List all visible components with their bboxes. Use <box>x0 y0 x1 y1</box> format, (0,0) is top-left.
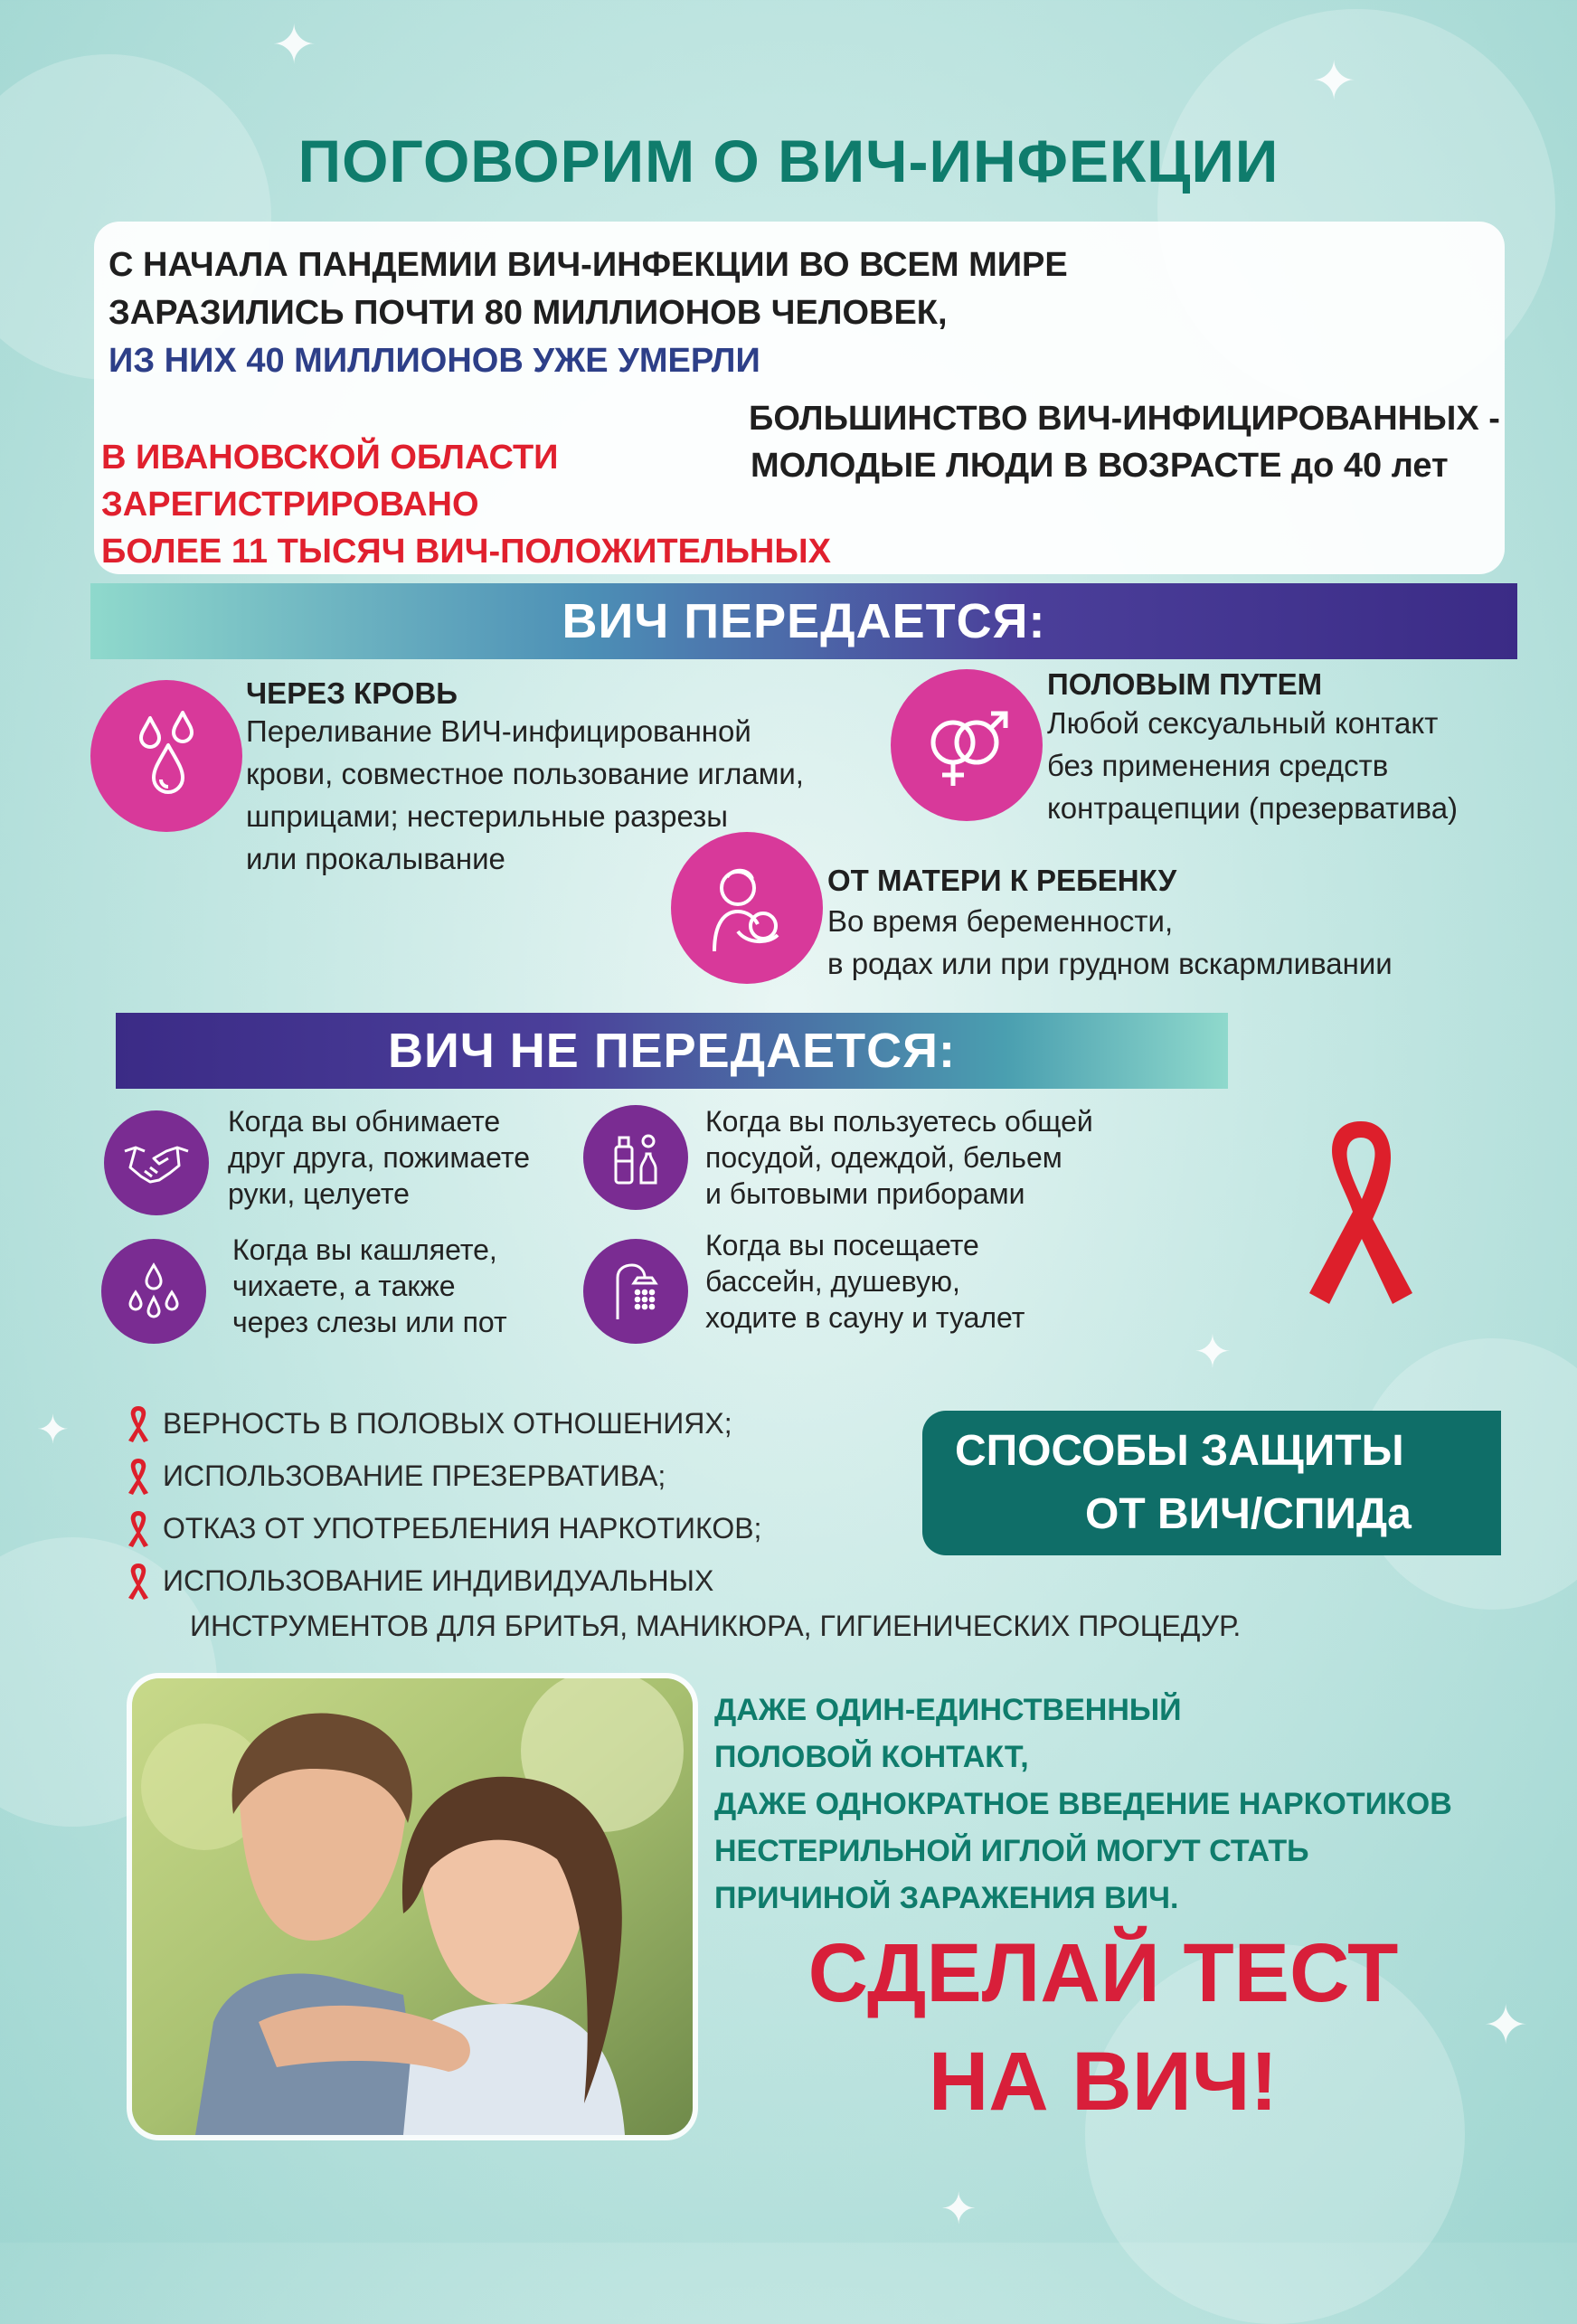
warning-line-3: ДАЖЕ ОДНОКРАТНОЕ ВВЕДЕНИЕ НАРКОТИКОВ <box>714 1787 1452 1821</box>
warning-text <box>714 1686 1452 1922</box>
warning-line-1: ДАЖЕ ОДИН-ЕДИНСТВЕННЫЙ <box>714 1693 1182 1727</box>
blood-text-3: шприцами; нестерильные разрезы <box>246 799 729 833</box>
protection-box <box>922 1411 1501 1555</box>
couple-photo <box>127 1673 698 2140</box>
protection-tip <box>163 1554 1241 1607</box>
sparkle-icon: ✦ <box>1483 1995 1529 2055</box>
cta-line-2: НА ВИЧ! <box>928 2036 1279 2128</box>
blood-drops-icon <box>90 680 242 832</box>
page-title: ПОГОВОРИМ О ВИЧ-ИНФЕКЦИИ <box>297 128 1280 194</box>
cough-text-2: чихаете, а также <box>232 1270 456 1302</box>
sexual-text-1: Любой сексуальный контакт <box>1047 706 1439 740</box>
young-line-1: БОЛЬШИНСТВО ВИЧ-ИНФИЦИРОВАННЫХ - <box>749 400 1500 438</box>
tip-text: ИСПОЛЬЗОВАНИЕ ИНДИВИДУАЛЬНЫХ <box>163 1564 714 1597</box>
intro-line-1: С НАЧАЛА ПАНДЕМИИ ВИЧ-ИНФЕКЦИИ ВО ВСЕМ МИРЕ <box>109 246 1068 284</box>
sparkle-icon: ✦ <box>1194 1327 1232 1377</box>
handshake-icon <box>104 1110 209 1215</box>
sparkle-icon: ✦ <box>940 2186 977 2234</box>
droplets-icon <box>101 1239 206 1344</box>
mother-child-icon <box>671 832 823 984</box>
transmitted-banner: ВИЧ ПЕРЕДАЕТСЯ: <box>90 583 1517 659</box>
sexual-text-3: контрацепции (презерватива) <box>1047 791 1459 825</box>
tip-text-continued: ИНСТРУМЕНТОВ ДЛЯ БРИТЬЯ, МАНИКЮРА, ГИГИЕНИЧЕСКИХ ПРОЦЕДУР. <box>190 1610 1242 1642</box>
mother-text-1: Во время беременности, <box>827 904 1174 938</box>
dishes-text-1: Когда вы пользуетесь общей <box>705 1105 1093 1138</box>
blood-text-4: или прокалывание <box>246 842 505 875</box>
sparkle-icon: ✦ <box>271 14 317 75</box>
intro-line-2: ЗАРАЗИЛИСЬ ПОЧТИ 80 МИЛЛИОНОВ ЧЕЛОВЕК, <box>109 294 948 332</box>
tip-text: ОТКАЗ ОТ УПОТРЕБЛЕНИЯ НАРКОТИКОВ; <box>163 1511 762 1545</box>
cta-line-1: СДЕЛАЙ ТЕСТ <box>807 1927 1399 2019</box>
mother-text-2: в родах или при грудном вскармливании <box>827 947 1393 980</box>
blood-text-2: крови, совместное пользование иглами, <box>246 757 804 790</box>
protection-box-line-2: ОТ ВИЧ/СПИДа <box>1085 1490 1412 1538</box>
intro-line-3: ИЗ НИХ 40 МИЛЛИОНОВ УЖЕ УМЕРЛИ <box>109 342 760 380</box>
hug-text-1: Когда вы обнимаете <box>228 1105 501 1138</box>
warning-line-2: ПОЛОВОЙ КОНТАКТ, <box>714 1740 1029 1774</box>
cough-text-3: через слезы или пот <box>232 1306 507 1338</box>
small-ribbon-icon <box>127 1457 150 1502</box>
blood-text-1: Переливание ВИЧ-инфицированной <box>246 714 751 748</box>
hug-text-3: руки, целуете <box>228 1177 410 1210</box>
sparkle-icon: ✦ <box>36 1408 70 1452</box>
warning-line-5: ПРИЧИНОЙ ЗАРАЖЕНИЯ ВИЧ. <box>714 1881 1179 1915</box>
warning-line-4: НЕСТЕРИЛЬНОЙ ИГЛОЙ МОГУТ СТАТЬ <box>714 1834 1309 1868</box>
pool-text-1: Когда вы посещаете <box>705 1229 979 1261</box>
tip-text: ВЕРНОСТЬ В ПОЛОВЫХ ОТНОШЕНИЯХ; <box>163 1406 732 1440</box>
gender-symbols-icon <box>891 669 1043 821</box>
pool-text-2: бассейн, душевую, <box>705 1265 960 1298</box>
dishes-text-3: и бытовыми приборами <box>705 1177 1025 1210</box>
region-line-2: ЗАРЕГИСТРИРОВАНО <box>101 486 479 524</box>
small-ribbon-icon <box>127 1509 150 1554</box>
small-ribbon-icon <box>127 1404 150 1450</box>
shower-icon <box>583 1239 688 1344</box>
dishes-text-2: посудой, одеждой, бельем <box>705 1141 1062 1174</box>
young-line-2: МОЛОДЫЕ ЛЮДИ В ВОЗРАСТЕ до 40 лет <box>751 447 1449 485</box>
red-ribbon-icon <box>1293 1112 1429 1316</box>
tip-text: ИСПОЛЬЗОВАНИЕ ПРЕЗЕРВАТИВА; <box>163 1459 666 1492</box>
not-transmitted-banner: ВИЧ НЕ ПЕРЕДАЕТСЯ: <box>116 1013 1228 1089</box>
bottles-icon <box>583 1105 688 1210</box>
region-line-1: В ИВАНОВСКОЙ ОБЛАСТИ <box>101 439 559 477</box>
region-line-3: БОЛЕЕ 11 ТЫСЯЧ ВИЧ-ПОЛОЖИТЕЛЬНЫХ <box>101 533 831 571</box>
hug-text-2: друг друга, пожимаете <box>228 1141 530 1174</box>
sexual-text-2: без применения средств <box>1047 749 1389 782</box>
pool-text-3: ходите в сауну и туалет <box>705 1301 1025 1334</box>
protection-box-line-1: СПОСОБЫ ЗАЩИТЫ <box>955 1427 1404 1475</box>
mother-title: ОТ МАТЕРИ К РЕБЕНКУ <box>827 864 1177 897</box>
cough-text-1: Когда вы кашляете, <box>232 1233 497 1266</box>
sparkle-icon: ✦ <box>1311 51 1357 111</box>
small-ribbon-icon <box>127 1562 150 1607</box>
blood-title: ЧЕРЕЗ КРОВЬ <box>246 676 458 710</box>
sexual-title: ПОЛОВЫМ ПУТЕМ <box>1047 667 1323 701</box>
